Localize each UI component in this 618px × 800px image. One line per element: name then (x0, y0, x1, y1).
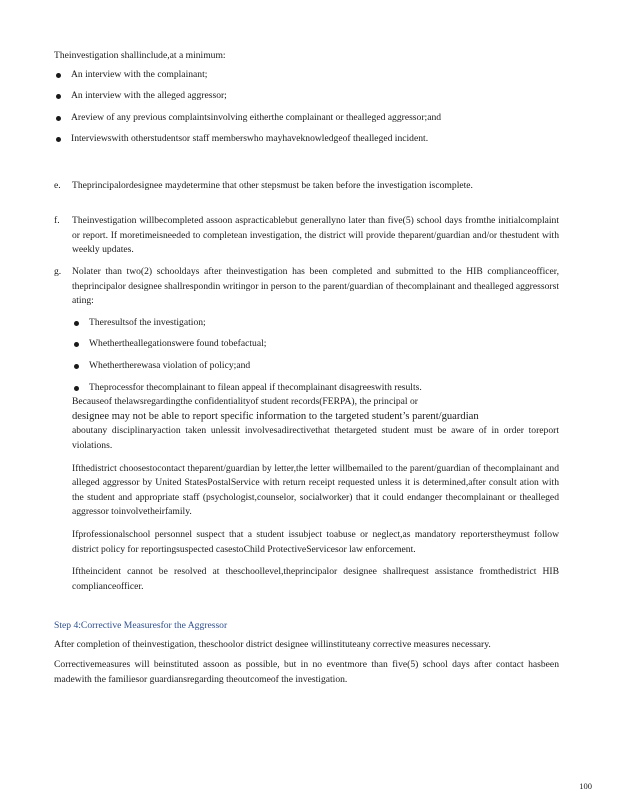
investigation-section (54, 49, 559, 154)
step-4-section (54, 619, 559, 687)
investigation-intro: Theinvestigation shallinclude,at a minimum: (54, 50, 226, 61)
list-item: Theresultsof the investigation; (72, 316, 559, 331)
contact-paragraph: Ifthedistrict choosestocontact theparent/guardian by letter,the letter willbemailed to the parent/guardian of thecomplainant and alleged aggressor by United StatesPostalService with return receipt requested unless it is determined,after consult ation with the student and appropriate staff (psychologist,counselor, socialworker) that it could endanger thecomplainant or thealleged aggressor toinvolvetheirfamily. (72, 462, 559, 518)
response-bullet-list (72, 316, 559, 395)
item-f-letter: f. (54, 215, 60, 226)
investigation-bullet-list (54, 68, 559, 147)
item-f-text: Theinvestigation willbecompleted assoon aspracticablebut generallyno later than five(5) school days fromthe initialcomplaint or report. If moretimeisneeded to completean investigation, the district will provide theparent/guardian and/or thestudent with weekly updates. (72, 215, 559, 256)
bullet-icon (56, 73, 61, 78)
list-item: An interview with the complainant; (54, 68, 559, 83)
unresolved-incident-paragraph: Iftheincident cannot be resolved at theschoollevel,theprincipalor designee shallrequest assistance fromthedistrict HIB complianceofficer. (72, 566, 559, 592)
step-4-heading: Step 4:Corrective Measuresfor the Aggressor (54, 620, 228, 631)
list-item: Whethertheallegationswere found tobefactual; (72, 337, 559, 352)
item-f (54, 214, 559, 258)
item-g-text: Nolater than two(2) schooldays after theinvestigation has been completed and submitted to the HIB complianceofficer, theprincipalor designee shallrespondin writingor in person to the parent/guardian of thecomplainant and thealleged aggressorst ating: (72, 266, 559, 307)
item-e (54, 179, 559, 194)
list-item: Areview of any previous complaintsinvolving eitherthe complainant or thealleged aggressor;and (54, 111, 559, 126)
confidentiality-line-1: Becauseof thelawsregardingthe confidentialityof student records(FERPA), the principal or (72, 396, 418, 408)
list-item: An interview with the alleged aggressor; (54, 89, 559, 104)
bullet-icon (56, 94, 61, 99)
bullet-icon (56, 137, 61, 142)
page-number: 100 (579, 781, 592, 792)
list-item: Whethertherewasa violation of policy;and (72, 359, 559, 374)
list-item: Theprocessfor thecomplainant to filean appeal if thecomplainant disagreeswith results. (72, 381, 559, 396)
confidentiality-line-3: aboutany disciplinaryaction taken unlessit involvesadirectivethat thetargeted student must be aware of in order toreport violations. (72, 425, 559, 451)
professional-personnel-paragraph: Ifprofessionalschool personnel suspect that a student issubject toabuse or neglect,as mandatory reporterstheymust follow district policy for reportingsuspected casestoChild ProtectiveServicesor law enforcement. (72, 528, 559, 555)
bullet-icon (74, 364, 79, 369)
confidentiality-paragraph (72, 395, 559, 453)
item-g (54, 265, 559, 594)
list-item: Interviewswith otherstudentsor staff memberswho mayhaveknowledgeof thealleged incident. (54, 132, 559, 147)
bullet-icon (74, 386, 79, 391)
confidentiality-line-2: designee may not be able to report specific information to the targeted student’s parent/guardian (72, 410, 479, 422)
item-e-text: Theprincipalordesignee maydetermine that other stepsmust be taken before the investigation iscomplete. (72, 180, 473, 191)
step-4-paragraph-1: After completion of theinvestigation, theschoolor district designee willinstituteany corrective measures necessary. (54, 638, 491, 650)
bullet-icon (56, 116, 61, 121)
bullet-icon (74, 321, 79, 326)
bullet-icon (74, 342, 79, 347)
item-g-letter: g. (54, 266, 62, 277)
step-4-paragraph-2: Correctivemeasures will beinstituted assoon as possible, but in no eventmore than five(5) school days after contact hasbeen madewith the familiesor guardiansregarding theoutcomeof the investigation. (54, 659, 559, 685)
item-e-letter: e. (54, 180, 61, 191)
